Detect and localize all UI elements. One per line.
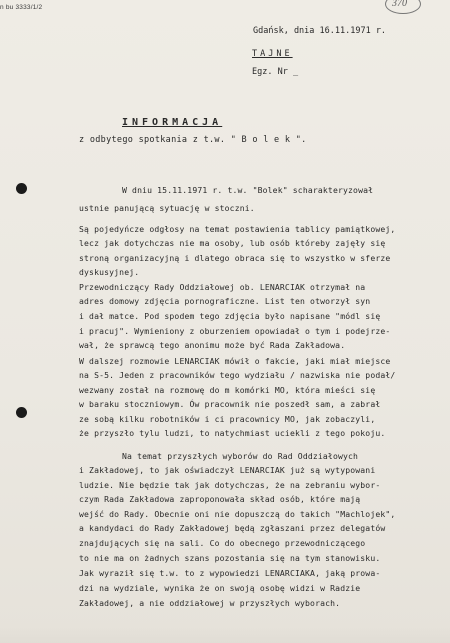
body-line: to nie ma on żadnych szans pozostania się na tym stanowisku.	[79, 553, 381, 563]
body-line: Jak wyraził się t.w. to z wypowiedzi LENARCIAKA, jaką prowa-	[79, 568, 381, 578]
body-line: i dał matce. Pod spodem tego zdjęcia było napisane "módl się	[79, 311, 381, 321]
body-line: a kandydaci do Rady Zakładowej będą zgłaszani przez delegatów	[79, 523, 386, 533]
body-line: i Zakładowej, to jak oświadczył LENARCIAK już są wytypowani	[79, 465, 376, 475]
scan-edge-shadow	[0, 625, 450, 643]
body-line: adres domowy zdjęcia pornograficzne. List ten otworzył syn	[79, 296, 371, 306]
body-line: czym Rada Zakładowa zaproponowała skład osób, które mają	[79, 494, 361, 504]
body-line: Przewodniczący Rady Oddziałowej ob. LENARCIAK otrzymał na	[79, 282, 366, 292]
body-line: Zakładowej, a nie oddziałowej w przyszłych wyborach.	[79, 598, 341, 608]
body-line: dyskusyjnej.	[79, 267, 140, 277]
archive-reference: n bu 3333/1/2	[0, 4, 43, 11]
classification-label: TAJNE	[252, 49, 293, 59]
body-line: Na temat przyszłych wyborów do Rad Oddziałowych	[122, 451, 359, 461]
body-line: W dalszej rozmowie LENARCIAK mówił o fakcie, jaki miał miejsce	[79, 356, 391, 366]
body-line: w baraku stoczniowym. Ów pracownik nie poszedł sam, a zabrał	[79, 399, 381, 409]
folio-number: 370	[392, 0, 407, 9]
body-line: lecz jak dotychczas nie ma osoby, lub osób któreby zajęły się	[79, 238, 386, 248]
body-line: ustnie panującą sytuację w stoczni.	[79, 203, 255, 213]
place-date: Gdańsk, dnia 16.11.1971 r.	[253, 26, 387, 36]
body-line: wejść do Rady. Obecnie oni nie dopuszczą do takich "Machlojek",	[79, 509, 396, 519]
document-title: INFORMACJA	[122, 117, 223, 128]
body-line: W dniu 15.11.1971 r. t.w. "Bolek" scharakteryzował	[122, 185, 374, 195]
body-line: i pracuj". Wymieniony z oburzeniem opowiadał o tym i podejrze-	[79, 326, 391, 336]
body-line: ludzie. Nie będzie tak jak dotychczas, że na zebraniu wybor-	[79, 480, 381, 490]
body-line: znajdujących się na sali. Co do obecnego przewodniczącego	[79, 538, 366, 548]
body-line: ze sobą kilku robotników i ci pracownicy MO, jak zobaczyli,	[79, 414, 376, 424]
copy-number: Egz. Nr _	[252, 67, 299, 77]
body-line: Są pojedyńcze odgłosy na temat postawienia tablicy pamiątkowej,	[79, 224, 396, 234]
body-line: stroną organizacyjną i dlatego obraca się to wszystko w sferze	[79, 253, 391, 263]
body-line: wał, że sprawcą tego anonimu może być Rada Zakładowa.	[79, 340, 346, 350]
document-subtitle: z odbytego spotkania z t.w. " B o l e k ".	[79, 135, 307, 145]
body-line: wezwany został na rozmowę do m komórki MO, która mieści się	[79, 385, 376, 395]
body-line: że przyszło tylu ludzi, to natychmiast uciekli z tego pokoju.	[79, 428, 386, 438]
body-line: na S-5. Jeden z pracowników tego wydziału / nazwiska nie podał/	[79, 370, 396, 380]
body-line: dzi na wydziale, wynika że on swoją osobę widzi w Radzie	[79, 583, 361, 593]
